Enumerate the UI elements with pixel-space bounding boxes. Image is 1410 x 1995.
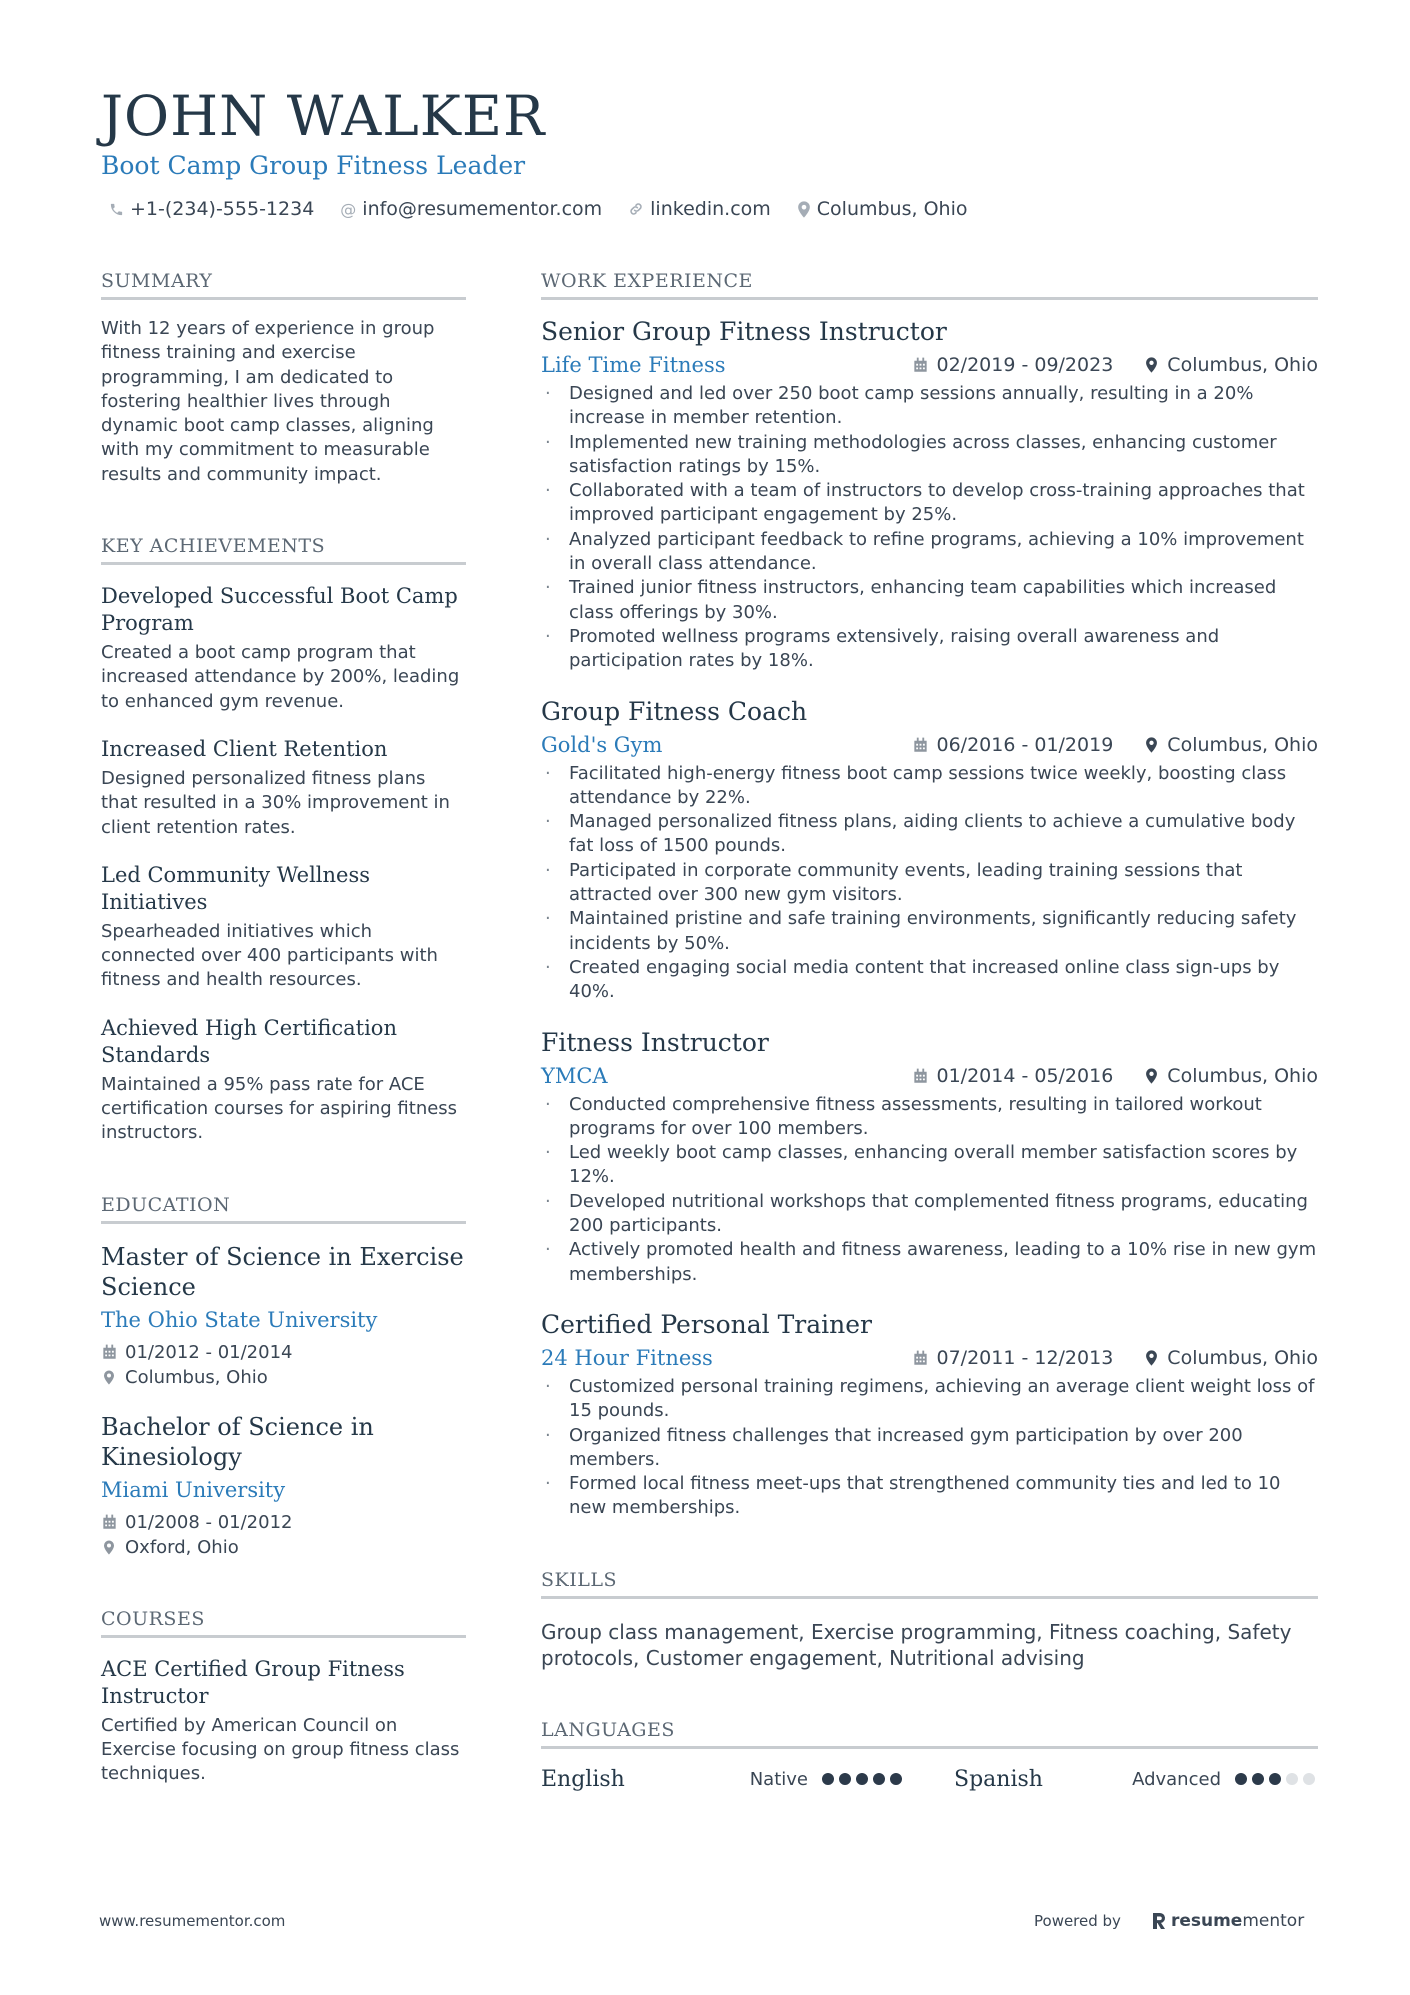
job-bullet: · Maintained pristine and safe training environments, significantly reducing safety incidents by 50%.: [541, 907, 1318, 956]
job-title: Certified Personal Trainer: [541, 1309, 872, 1339]
education-heading: EDUCATION: [101, 1194, 466, 1224]
course-item: [101, 1656, 466, 1787]
education-item: [101, 1412, 466, 1560]
language-rating: [822, 1773, 902, 1785]
rating-dot-filled: [839, 1773, 851, 1785]
summary-text: With 12 years of experience in group fitness training and exercise programming, I am dedicated to fostering healthier lives through dynamic boot camp classes, aligning with my commitment to measurable results and community impact.: [101, 318, 435, 485]
course-title: ACE Certified Group Fitness Instructor: [101, 1656, 405, 1708]
job-dates-text: 06/2016 - 01/2019: [936, 733, 1114, 756]
contact-email-text: info@resumementor.com: [362, 198, 603, 220]
job-bullets: [541, 382, 1318, 674]
education-location-text: Columbus, Ohio: [125, 1366, 268, 1388]
achievement-item: [101, 862, 466, 993]
achievement-title: Achieved High Certification Standards: [101, 1015, 397, 1067]
language-item: [541, 1767, 902, 1792]
calendar-icon: [912, 1350, 928, 1366]
job-dates-text: 01/2014 - 05/2016: [936, 1064, 1114, 1087]
job-bullets: [541, 762, 1318, 1005]
calendar-icon: [912, 737, 928, 753]
language-name: English: [541, 1766, 625, 1792]
job-location-text: Columbus, Ohio: [1167, 354, 1318, 376]
location-icon: [1143, 357, 1159, 373]
job-title: Fitness Instructor: [541, 1027, 769, 1057]
job-entry: [541, 316, 1318, 674]
job-meta-row: [541, 1061, 1318, 1091]
job-location: [1143, 1347, 1318, 1369]
job-company: YMCA: [541, 1063, 608, 1088]
language-item: [954, 1767, 1315, 1792]
left-column: [101, 270, 466, 1787]
education-dates-text: 01/2012 - 01/2014: [125, 1341, 293, 1363]
achievement-item: [101, 736, 466, 840]
achievement-desc: Designed personalized fitness plans that resulted in a 30% improvement in client retention rates.: [101, 767, 450, 838]
candidate-title: Boot Camp Group Fitness Leader: [101, 151, 526, 180]
job-meta-row: [541, 350, 1318, 380]
summary-section: [101, 270, 466, 487]
skills-heading: SKILLS: [541, 1569, 1318, 1599]
location-icon: [1143, 1350, 1159, 1366]
rating-dot-empty: [1303, 1773, 1315, 1785]
job-meta-row: [541, 1343, 1318, 1373]
rating-dot-filled: [873, 1773, 885, 1785]
location-icon: [1143, 1068, 1159, 1084]
experience-heading: WORK EXPERIENCE: [541, 270, 1318, 300]
contact-linkedin[interactable]: [628, 198, 771, 220]
achievement-desc: Maintained a 95% pass rate for ACE certification courses for aspiring fitness instructors.: [101, 1073, 458, 1144]
job-entry: [541, 1309, 1318, 1521]
language-name: Spanish: [954, 1766, 1043, 1792]
job-bullet: · Developed nutritional workshops that complemented fitness programs, educating 200 participants.: [541, 1190, 1318, 1239]
job-title: Group Fitness Coach: [541, 696, 808, 726]
job-bullet: · Customized personal training regimens, achieving an average client weight loss of 15 pounds.: [541, 1375, 1318, 1424]
achievements-heading: KEY ACHIEVEMENTS: [101, 535, 466, 565]
achievement-desc: Created a boot camp program that increased attendance by 200%, leading to enhanced gym revenue.: [101, 642, 460, 712]
education-dates: [101, 1510, 466, 1535]
contact-email[interactable]: [340, 198, 602, 220]
education-school: Miami University: [101, 1477, 286, 1502]
calendar-icon: [101, 1514, 117, 1530]
education-dates-text: 01/2008 - 01/2012: [125, 1511, 293, 1533]
education-item: [101, 1242, 466, 1390]
location-icon: [1143, 737, 1159, 753]
achievement-title: Increased Client Retention: [101, 736, 388, 761]
education-section: [101, 1194, 466, 1560]
job-bullet: · Actively promoted health and fitness awareness, leading to a 10% rise in new gym memberships.: [541, 1238, 1318, 1287]
achievement-item: [101, 583, 466, 714]
at-icon: @: [340, 199, 357, 219]
languages-heading: LANGUAGES: [541, 1719, 1318, 1749]
job-title: Senior Group Fitness Instructor: [541, 317, 947, 346]
job-bullet: · Managed personalized fitness plans, aiding clients to achieve a cumulative body fat loss of 1500 pounds.: [541, 810, 1318, 859]
job-bullets: [541, 1093, 1318, 1287]
job-bullet: · Facilitated high-energy fitness boot camp sessions twice weekly, boosting class attendance by 22%.: [541, 762, 1318, 811]
job-bullet: · Participated in corporate community events, leading training sessions that attracted over 300 new gym visitors.: [541, 859, 1318, 908]
link-icon: [628, 201, 644, 217]
achievement-item: [101, 1015, 466, 1146]
achievements-section: [101, 535, 466, 1146]
language-level: Advanced: [1132, 1768, 1221, 1790]
rating-dot-filled: [1252, 1773, 1264, 1785]
rating-dot-filled: [822, 1773, 834, 1785]
job-location: [1143, 354, 1318, 376]
courses-heading: COURSES: [101, 1608, 466, 1638]
rating-dot-filled: [1235, 1773, 1247, 1785]
education-school: The Ohio State University: [101, 1307, 378, 1332]
location-icon: [101, 1540, 117, 1555]
job-dates: [912, 734, 1113, 756]
job-entry: [541, 1027, 1318, 1287]
job-location: [1143, 1065, 1318, 1087]
job-bullet: · Organized fitness challenges that increased gym participation by over 200 members.: [541, 1424, 1318, 1473]
job-bullet: · Promoted wellness programs extensively, raising overall awareness and participation rates by 18%.: [541, 625, 1318, 674]
contact-location-text: Columbus, Ohio: [816, 198, 968, 220]
location-icon: [101, 1370, 117, 1385]
calendar-icon: [101, 1344, 117, 1360]
job-bullet: · Collaborated with a team of instructors to develop cross-training approaches that improved participant engagement by 25%.: [541, 479, 1318, 528]
powered-by-label: Powered by: [1034, 1912, 1121, 1930]
job-company: Gold's Gym: [541, 732, 663, 757]
right-column: [541, 270, 1318, 1792]
brand-name-light: mentor: [1242, 1911, 1305, 1931]
rating-dot-empty: [1286, 1773, 1298, 1785]
language-level: Native: [749, 1768, 808, 1790]
job-location-text: Columbus, Ohio: [1167, 1346, 1318, 1369]
contact-phone-text: +1-(234)-555-1234: [130, 198, 315, 220]
job-dates: [912, 354, 1113, 376]
job-dates: [912, 1347, 1113, 1369]
job-location-text: Columbus, Ohio: [1167, 1064, 1318, 1087]
job-bullet: · Formed local fitness meet-ups that strengthened community ties and led to 10 new memberships.: [541, 1472, 1318, 1521]
job-dates-text: 02/2019 - 09/2023: [936, 354, 1114, 376]
achievement-title: Developed Successful Boot Camp Program: [101, 584, 458, 636]
education-location-text: Oxford, Ohio: [125, 1536, 239, 1558]
achievement-title: Led Community Wellness Initiatives: [101, 862, 371, 914]
contact-bar: [101, 198, 1321, 220]
language-rating: [1235, 1773, 1315, 1785]
brand-logo[interactable]: [1151, 1911, 1304, 1931]
footer-url[interactable]: www.resumementor.com: [99, 1912, 286, 1930]
job-bullet: · Created engaging social media content that increased online class sign-ups by 40%.: [541, 956, 1318, 1005]
job-entry: [541, 696, 1318, 1005]
languages-row: [541, 1767, 1318, 1792]
candidate-name: JOHN WALKER: [101, 84, 546, 148]
job-dates-text: 07/2011 - 12/2013: [936, 1346, 1114, 1369]
powered-by: [1034, 1911, 1304, 1931]
calendar-icon: [912, 1068, 928, 1084]
calendar-icon: [912, 357, 928, 373]
education-degree: Bachelor of Science in Kinesiology: [101, 1412, 374, 1471]
brand-icon: [1151, 1911, 1167, 1931]
experience-section: [541, 270, 1318, 1521]
job-location-text: Columbus, Ohio: [1167, 733, 1318, 756]
course-desc: Certified by American Council on Exercise focusing on group fitness class techniques.: [101, 1714, 460, 1785]
education-location: [101, 1535, 466, 1560]
job-bullet: · Analyzed participant feedback to refine programs, achieving a 10% improvement in overall class attendance.: [541, 528, 1318, 577]
rating-dot-filled: [890, 1773, 902, 1785]
languages-section: [541, 1719, 1318, 1792]
job-bullet: · Led weekly boot camp classes, enhancing overall member satisfaction scores by 12%.: [541, 1141, 1318, 1190]
rating-dot-filled: [856, 1773, 868, 1785]
job-bullet: · Implemented new training methodologies across classes, enhancing customer satisfaction ratings by 15%.: [541, 431, 1318, 480]
job-dates: [912, 1065, 1113, 1087]
education-location: [101, 1365, 466, 1390]
skills-text: Group class management, Exercise programming, Fitness coaching, Safety protocols, Customer engagement, Nutritional advising: [541, 1619, 1292, 1670]
courses-section: [101, 1608, 466, 1787]
phone-icon: [109, 202, 124, 217]
summary-heading: SUMMARY: [101, 270, 466, 300]
contact-linkedin-text: linkedin.com: [650, 198, 771, 220]
job-company: 24 Hour Fitness: [541, 1345, 713, 1370]
job-bullet: · Designed and led over 250 boot camp sessions annually, resulting in a 20% increase in member retention.: [541, 382, 1318, 431]
job-bullet: · Trained junior fitness instructors, enhancing team capabilities which increased class offerings by 30%.: [541, 576, 1318, 625]
contact-location: [797, 198, 968, 220]
contact-phone[interactable]: [109, 198, 314, 220]
job-bullets: [541, 1375, 1318, 1521]
brand-name-bold: resume: [1170, 1911, 1243, 1931]
education-dates: [101, 1340, 466, 1365]
job-bullet: · Conducted comprehensive fitness assessments, resulting in tailored workout programs for over 100 members.: [541, 1093, 1318, 1142]
location-icon: [797, 201, 811, 218]
job-company: Life Time Fitness: [541, 353, 726, 377]
rating-dot-filled: [1269, 1773, 1281, 1785]
resume-header: [101, 84, 1321, 220]
education-degree: Master of Science in Exercise Science: [101, 1242, 464, 1301]
job-meta-row: [541, 730, 1318, 760]
achievement-desc: Spearheaded initiatives which connected over 400 participants with fitness and health resources.: [101, 920, 438, 991]
job-location: [1143, 734, 1318, 756]
skills-section: [541, 1569, 1318, 1671]
